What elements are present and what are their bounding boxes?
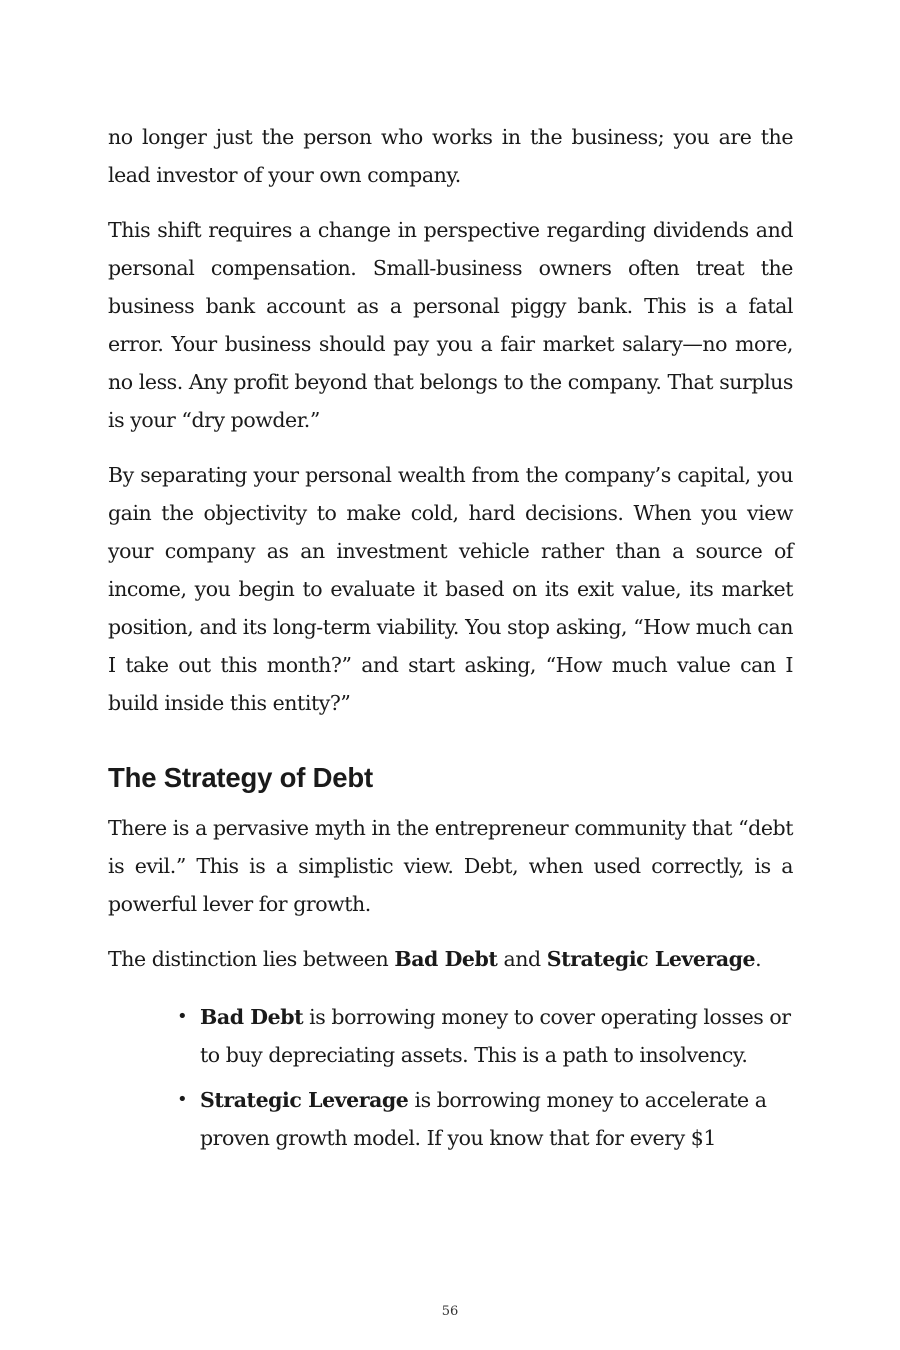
page-body xyxy=(108,118,793,1164)
body-paragraph-2: This shift requires a change in perspective regarding dividends and personal compensation. Small-business owners often treat the business bank account as a personal piggy bank. This is a fatal error. Your business should pay you a fair market salary—no more, no less. Any profit beyond that belongs to the company. That surplus is your “dry powder.” xyxy=(108,218,793,432)
bullet-icon: • xyxy=(177,1006,188,1027)
bad-debt-term: Bad Debt xyxy=(394,947,498,971)
list-item xyxy=(177,1081,793,1157)
list-item-text: is borrowing money to cover operating losses or to buy depreciating assets. This is a path to insolvency. xyxy=(200,1005,791,1067)
debt-types-list xyxy=(108,998,793,1157)
bullet-icon: • xyxy=(177,1089,188,1110)
list-item-term: Strategic Leverage xyxy=(200,1088,409,1112)
strategic-leverage-term: Strategic Leverage xyxy=(546,947,756,971)
distinction-lead-text: The distinction lies between xyxy=(108,947,395,971)
distinction-end-text: . xyxy=(755,947,762,971)
list-item-text: is borrowing money to accelerate a proven growth model. If you know that for every $1 xyxy=(200,1088,767,1150)
list-item-term: Bad Debt xyxy=(200,1005,304,1029)
distinction-middle-text: and xyxy=(497,947,547,971)
section-paragraph-1: There is a pervasive myth in the entrepreneur community that “debt is evil.” This is a simplistic view. Debt, when used correctly, is a powerful lever for growth. xyxy=(108,816,793,916)
body-paragraph-3: By separating your personal wealth from the company’s capital, you gain the objectivity to make cold, hard decisions. When you view your company as an investment vehicle rather than a source of income, you begin to evaluate it based on its exit value, its market position, and its long-term viability. You stop asking, “How much can I take out this month?” and start asking, “How much value can I build inside this entity?” xyxy=(108,463,793,715)
section-paragraph-2 xyxy=(108,940,793,978)
page-number: 56 xyxy=(441,1304,459,1319)
body-paragraph-1: no longer just the person who works in the business; you are the lead investor of your own company. xyxy=(108,125,793,187)
list-item xyxy=(177,998,793,1074)
section-heading: The Strategy of Debt xyxy=(108,762,373,793)
